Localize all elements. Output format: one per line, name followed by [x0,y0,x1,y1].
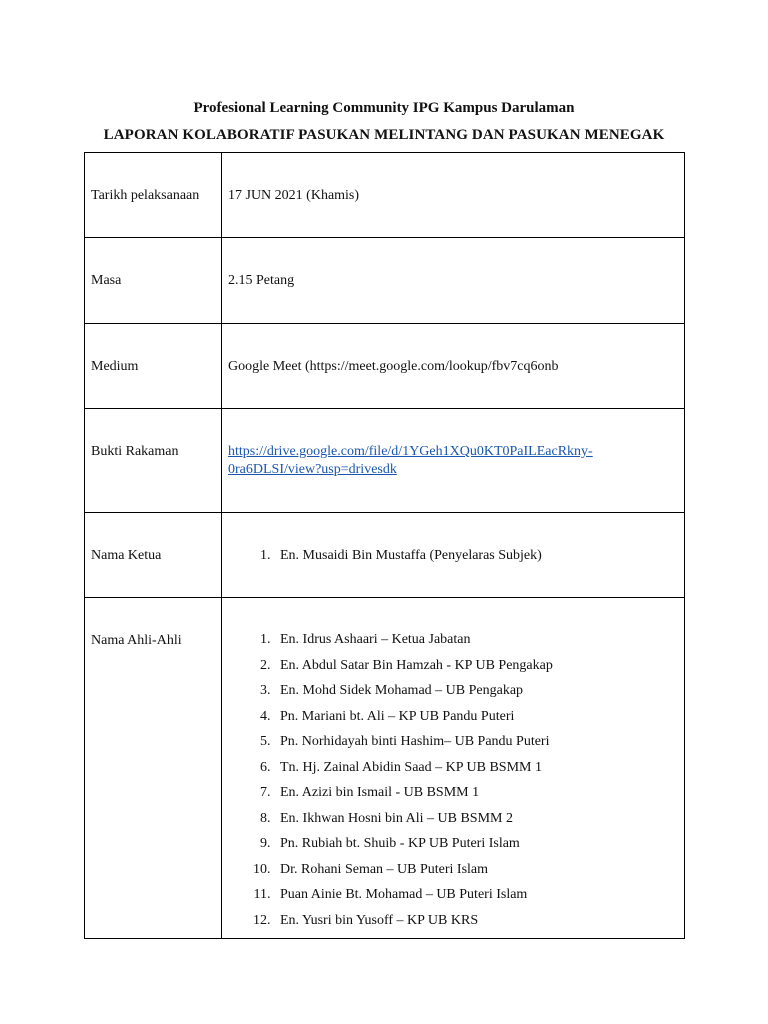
table-row [85,324,685,409]
tarikh-value: 17 JUN 2021 (Khamis) [228,188,360,203]
ahli-value-cell [222,598,685,939]
table-row [85,238,685,324]
list-item: 3. En. Mohd Sidek Mohamad – UB Pengakap [274,682,678,708]
list-item: 12. En. Yusri bin Yusoff – KP UB KRS [274,912,678,938]
bukti-value-cell [222,409,685,513]
medium-value-cell [222,324,685,409]
ketua-label-cell [85,513,222,598]
recording-link[interactable] [228,444,593,477]
ahli-list [228,598,678,937]
table-row [85,409,685,513]
list-item: 2. En. Abdul Satar Bin Hamzah - KP UB Pengakap [274,657,678,683]
list-item: 1. En. Musaidi Bin Mustaffa (Penyelaras Subjek) [274,547,678,565]
document-subtitle: LAPORAN KOLABORATIF PASUKAN MELINTANG DAN PASUKAN MENEGAK [103,127,665,143]
list-item: 8. En. Ikhwan Hosni bin Ali – UB BSMM 2 [274,810,678,836]
list-item: 10. Dr. Rohani Seman – UB Puteri Islam [274,861,678,887]
medium-label: Medium [91,359,139,374]
medium-label-cell [85,324,222,409]
ahli-label: Nama Ahli-Ahli [91,633,182,648]
list-item: 4. Pn. Mariani bt. Ali – KP UB Pandu Puteri [274,708,678,734]
ketua-value-cell [222,513,685,598]
list-item: 11. Puan Ainie Bt. Mohamad – UB Puteri Islam [274,886,678,912]
recording-link-line1: https://drive.google.com/file/d/1YGeh1XQu0KT0PaILEacRkny- [228,444,593,459]
list-item: 6. Tn. Hj. Zainal Abidin Saad – KP UB BSMM 1 [274,759,678,785]
table-row [85,598,685,939]
list-item: 7. En. Azizi bin Ismail - UB BSMM 1 [274,784,678,810]
medium-value: Google Meet (https://meet.google.com/lookup/fbv7cq6onb [228,359,559,374]
tarikh-value-cell [222,153,685,238]
ahli-label-cell [85,598,222,939]
list-item: 9. Pn. Rubiah bt. Shuib - KP UB Puteri Islam [274,835,678,861]
ketua-label: Nama Ketua [91,548,162,563]
report-table [84,152,685,939]
masa-value-cell [222,238,685,324]
table-row [85,513,685,598]
document-title: Profesional Learning Community IPG Kampus Darulaman [193,100,575,116]
list-item: 1. En. Idrus Ashaari – Ketua Jabatan [274,631,678,657]
ketua-list [228,513,678,565]
bukti-label: Bukti Rakaman [91,444,179,459]
bukti-label-cell [85,409,222,513]
recording-link-line2: 0ra6DLSI/view?usp=drivesdk [228,462,397,477]
list-item: 5. Pn. Norhidayah binti Hashim– UB Pandu Puteri [274,733,678,759]
masa-label-cell [85,238,222,324]
masa-value: 2.15 Petang [228,273,295,288]
table-row [85,153,685,238]
tarikh-label: Tarikh pelaksanaan [91,188,200,203]
masa-label: Masa [91,273,122,288]
tarikh-label-cell [85,153,222,238]
